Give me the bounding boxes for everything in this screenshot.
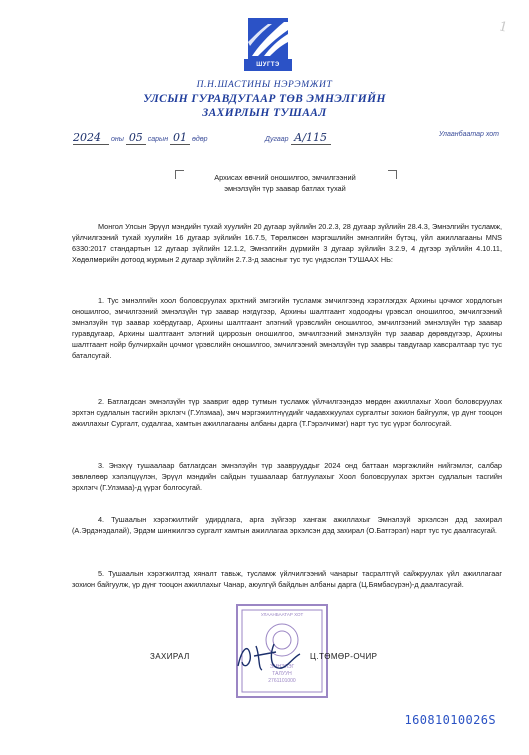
preamble-paragraph: Монгол Улсын Эрүүл мэндийн тухай хуулийн 20 дугаар зүйлийн 20.2.3, 28 дугаар зүйлийн 28.4.3, Эмнэлгийн тусламж, үйлчилгээний тухай хуулийн 16 дугаар зүйлийн 16.7.5, Төрөлжсөн мэргэшлийн эмнэлгийн бүтэц, үйл ажиллагааны MNS 6330:2017 стандартын 12 дугаар зүйлийн 12.1.2, Эмнэлгийн дүрмийн 3 дугаар зүйлийн 3.2.9, 4 дүгээр зүйлийн 4.10.11, Хөдөлмөрийн дотоод журмын 2 дугаар зүйлийн 2.7.3-д заасныг тус тус үндэслэн ТУШААХ НЬ: <box>72 222 502 264</box>
order-subject <box>185 172 385 194</box>
stamp-line1: ЭМНЭЛЭГ <box>269 664 295 670</box>
stamp-top-text: УЛААНБААТАР ХОТ <box>260 612 304 617</box>
date-year: 2024 <box>73 131 109 145</box>
subject-bracket-right <box>388 170 397 179</box>
date-day-suffix: өдөр <box>191 136 208 143</box>
document-title-line2: ЗАХИРЛЫН ТУШААЛ <box>202 107 327 119</box>
order-item-1: 1. Тус эмнэлгийн хоол боловсруулах эрхтний эмгэгийн тусламж эмчилгээнд хэрэглэгдэх Архины цочмог хордлогын оношилгоо, эмчилгээний эмнэлзүйн түр заавар нэгдүгээр, Архины шалтгаант ходоодны үрэвсэл оношилгоо, эмчилгээний эмнэлзүйн түр заавар хоёрдугаар, Архины шалтгаант элэгний үрэвслийн оношилгоо, эмчилгээний эмнэлзүйн түр заавар гуравдугаар, Архины шалтгаант элэгний циррозын оношилгоо, эмчилгээний эмнэлзүйн түр заавар дөрөвдүгээр, Архины шалтгаант нойр булчирхайн цочмог үрэвслийн оношилгоо, эмчилгээний эмнэлзүйн түр заавры тавдугаар хавсралтаар тус тус баталсугай. <box>72 296 502 360</box>
date-day: 01 <box>170 131 190 145</box>
order-item-2: 2. Батлагдсан эмнэлзүйн түр заавриг өдөр тутмын тусламж үйлчилгээндээ мөрдөн ажиллахыг Хоол боловсруулах эрхтэн судлалын тасгийн эрхлэгч (Г.Улзмаа), эмч мэргэжилтнүүдийг чадавхжуулах сургалтыг зохион байгуулж, үр дүнг тооцон ажиллахыг Сургалт, судалгаа, хамтын ажиллагааны албаны дарга (Т.Гэрэлчимэг) нарт тус тус үүрэг болгосугай. <box>72 397 502 428</box>
document-title-line1: УЛСЫН ГУРАВДУГААР ТӨВ ЭМНЭЛГИЙН <box>143 93 386 105</box>
date-month-suffix: сарын <box>147 136 169 143</box>
place-label: Улаанбаатар хот <box>438 131 499 138</box>
document-serial-number: 16081010026S <box>404 713 496 727</box>
stamp-line3: 2761101000 <box>268 678 296 684</box>
order-item-5: 5. Тушаалын хэрэгжилтэд хяналт тавьж, тусламж үйлчилгээний чанарыг тасралтгүй сайжруулах үйл ажиллагааг зохион байгуулж, үр дүнг тооцон ажиллахыг Чанар, аюулгүй байдлын албаны дарга (Ц.Бямбасүрэн)-д даалгасугай. <box>72 569 502 589</box>
subject-line1: Архисах өвчний оношилгоо, эмчилгээний <box>214 173 356 182</box>
stamp-line2: ТАЛУУН <box>272 671 292 677</box>
signature-scribble-icon <box>230 640 310 674</box>
order-item-3: 3. Энэхүү тушаалаар батлагдсан эмнэлзүйн түр зааврууддыг 2024 онд баттаан мэргэжлийн нийгэмлэг, салбар зөвлөлөөр хэлэлцүүлэн, Эрүүл мэндийн сайдын тушаалаар батлуулахыг Хоол боловсруулах эрхтэн судлалын тасгийн эрхлэгч (Г.Улзмаа)-д үүрэг болгосугай. <box>72 461 502 492</box>
signer-name: Ц.ТӨМӨР-ОЧИР <box>310 652 378 661</box>
order-number-line <box>265 131 331 145</box>
organization-logo <box>244 16 292 72</box>
corner-handwritten-mark: 1 <box>497 19 509 36</box>
date-month: 05 <box>126 131 146 145</box>
signer-title: ЗАХИРАЛ <box>150 652 190 661</box>
handwritten-signature <box>230 640 310 679</box>
order-item-4: 4. Тушаалын хэрэгжилтийг удирдлага, арга зүйгээр хангаж ажиллахыг Эмнэлзүй эрхэлсэн дэд захирал (А.Эрдэнэдалай), Эрдэм шинжилгээ сургалт хамтын ажиллагаа эрхэлсэн дэд захирал (О.Батгэрэл) нарт тус тус даалгасугай. <box>72 515 502 535</box>
logo-text: ШУГТЭ <box>244 59 292 71</box>
organization-name-line: П.Н.ШАСТИНЫ НЭРЭМЖИТ <box>196 80 333 90</box>
date-line <box>73 131 208 145</box>
order-number: А/115 <box>291 131 331 145</box>
subject-line2: эмнэлзүйн түр заавар батлах тухай <box>224 184 346 193</box>
date-year-suffix: оны <box>110 136 124 143</box>
order-number-label: Дугаар <box>265 136 289 143</box>
subject-bracket-left <box>175 170 184 179</box>
